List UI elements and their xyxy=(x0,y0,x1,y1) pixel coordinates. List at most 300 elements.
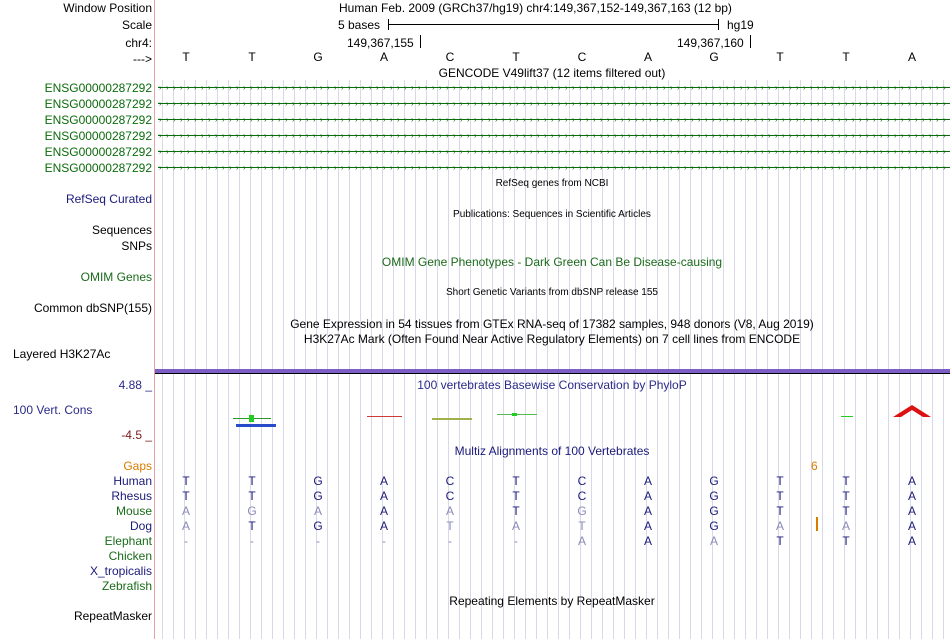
strand-chevron: › xyxy=(747,115,750,124)
strand-chevron: › xyxy=(817,83,820,92)
dbsnp-title[interactable]: Short Genetic Variants from dbSNP release 155 xyxy=(446,287,658,298)
strand-chevron: › xyxy=(180,99,183,108)
strand-chevron: › xyxy=(411,99,414,108)
strand-chevron: › xyxy=(488,131,491,140)
strand-chevron: › xyxy=(194,83,197,92)
strand-chevron: › xyxy=(705,115,708,124)
strand-chevron: › xyxy=(243,131,246,140)
strand-chevron: › xyxy=(537,147,540,156)
strand-chevron: › xyxy=(404,147,407,156)
strand-chevron: › xyxy=(264,115,267,124)
aligned-base: T xyxy=(776,474,784,488)
strand-chevron: › xyxy=(166,131,169,140)
strand-chevron: › xyxy=(313,99,316,108)
strand-chevron: › xyxy=(607,99,610,108)
strand-chevron: › xyxy=(376,99,379,108)
strand-chevron: › xyxy=(684,99,687,108)
strand-chevron: › xyxy=(278,115,281,124)
strand-chevron: › xyxy=(558,115,561,124)
strand-chevron: › xyxy=(635,147,638,156)
strand-chevron: › xyxy=(467,83,470,92)
strand-chevron: › xyxy=(943,83,946,92)
strand-chevron: › xyxy=(845,83,848,92)
strand-chevron: › xyxy=(222,99,225,108)
strand-chevron: › xyxy=(264,99,267,108)
strand-chevron: › xyxy=(775,147,778,156)
strand-chevron: › xyxy=(271,115,274,124)
strand-chevron: › xyxy=(362,115,365,124)
strand-chevron: › xyxy=(705,147,708,156)
strand-chevron: › xyxy=(670,83,673,92)
gencode-feature-row[interactable] xyxy=(155,83,950,93)
strand-chevron: › xyxy=(292,131,295,140)
strand-chevron: › xyxy=(376,83,379,92)
strand-chevron: › xyxy=(439,147,442,156)
strand-chevron: › xyxy=(887,163,890,172)
strand-chevron: › xyxy=(250,131,253,140)
strand-chevron: › xyxy=(621,163,624,172)
strand-chevron: › xyxy=(250,99,253,108)
strand-chevron: › xyxy=(719,115,722,124)
strand-chevron: › xyxy=(887,115,890,124)
strand-chevron: › xyxy=(747,131,750,140)
strand-chevron: › xyxy=(831,131,834,140)
reference-base: T xyxy=(776,50,784,64)
strand-chevron: › xyxy=(292,147,295,156)
species-label: Elephant xyxy=(104,534,152,548)
strand-chevron: › xyxy=(306,147,309,156)
layered-h3k27ac-label[interactable]: Layered H3K27Ac xyxy=(13,347,111,361)
strand-chevron: › xyxy=(656,163,659,172)
strand-chevron: › xyxy=(761,115,764,124)
strand-chevron: › xyxy=(215,115,218,124)
strand-chevron: › xyxy=(901,131,904,140)
strand-chevron: › xyxy=(208,147,211,156)
strand-chevron: › xyxy=(180,131,183,140)
strand-chevron: › xyxy=(761,83,764,92)
strand-chevron: › xyxy=(285,115,288,124)
strand-chevron: › xyxy=(523,99,526,108)
cons-bar xyxy=(841,416,853,417)
strand-chevron: › xyxy=(376,131,379,140)
strand-chevron: › xyxy=(320,147,323,156)
species-label: Human xyxy=(113,474,152,488)
strand-chevron: › xyxy=(551,131,554,140)
strand-chevron: › xyxy=(586,163,589,172)
strand-chevron: › xyxy=(726,115,729,124)
strand-chevron: › xyxy=(677,115,680,124)
strand-chevron: › xyxy=(803,131,806,140)
strand-chevron: › xyxy=(474,99,477,108)
strand-chevron: › xyxy=(936,163,939,172)
strand-chevron: › xyxy=(614,131,617,140)
strand-chevron: › xyxy=(922,131,925,140)
strand-chevron: › xyxy=(299,115,302,124)
strand-chevron: › xyxy=(250,147,253,156)
strand-chevron: › xyxy=(915,131,918,140)
strand-chevron: › xyxy=(607,163,610,172)
strand-chevron: › xyxy=(894,131,897,140)
omim-title[interactable]: OMIM Gene Phenotypes - Dark Green Can Be Disease-causing xyxy=(381,255,723,269)
refseq-track-label[interactable]: RefSeq Curated xyxy=(65,192,152,206)
strand-chevron: › xyxy=(628,147,631,156)
strand-chevron: › xyxy=(866,99,869,108)
strand-chevron: › xyxy=(803,163,806,172)
strand-chevron: › xyxy=(481,147,484,156)
strand-chevron: › xyxy=(229,83,232,92)
strand-chevron: › xyxy=(726,83,729,92)
strand-chevron: › xyxy=(922,115,925,124)
strand-chevron: › xyxy=(173,131,176,140)
strand-chevron: › xyxy=(201,163,204,172)
strand-chevron: › xyxy=(411,115,414,124)
gap-insertion-marker xyxy=(816,517,818,531)
strand-chevron: › xyxy=(544,163,547,172)
aligned-base: - xyxy=(448,534,452,548)
strand-chevron: › xyxy=(446,147,449,156)
strand-chevron: › xyxy=(299,163,302,172)
cons-bottom-value: -4.5 _ xyxy=(121,428,152,442)
strand-chevron: › xyxy=(369,147,372,156)
omim-track-label[interactable]: OMIM Genes xyxy=(80,270,152,284)
strand-chevron: › xyxy=(215,131,218,140)
strand-chevron: › xyxy=(859,115,862,124)
strand-chevron: › xyxy=(264,83,267,92)
aligned-base: G xyxy=(709,489,719,503)
strand-chevron: › xyxy=(719,83,722,92)
strand-chevron: › xyxy=(810,115,813,124)
strand-chevron: › xyxy=(747,147,750,156)
strand-chevron: › xyxy=(271,99,274,108)
strand-chevron: › xyxy=(824,83,827,92)
strand-chevron: › xyxy=(908,163,911,172)
strand-chevron: › xyxy=(936,99,939,108)
gencode-gene-label[interactable]: ENSG00000287292 xyxy=(44,129,152,143)
strand-chevron: › xyxy=(257,99,260,108)
strand-chevron: › xyxy=(453,115,456,124)
aligned-base: T xyxy=(776,534,784,548)
strand-chevron: › xyxy=(936,131,939,140)
layered-h3k27ac-baseline xyxy=(155,373,950,374)
strand-chevron: › xyxy=(397,147,400,156)
strand-chevron: › xyxy=(922,99,925,108)
reference-base: A xyxy=(907,50,916,64)
strand-chevron: › xyxy=(320,131,323,140)
strand-chevron: › xyxy=(915,99,918,108)
strand-chevron: › xyxy=(824,99,827,108)
strand-chevron: › xyxy=(852,83,855,92)
strand-chevron: › xyxy=(537,83,540,92)
strand-chevron: › xyxy=(677,163,680,172)
strand-chevron: › xyxy=(418,147,421,156)
gencode-feature-row[interactable] xyxy=(155,163,950,173)
strand-chevron: › xyxy=(495,115,498,124)
aligned-base: T xyxy=(842,489,850,503)
strand-chevron: › xyxy=(915,163,918,172)
strand-chevron: › xyxy=(593,115,596,124)
dbsnp-track-label[interactable]: Common dbSNP(155) xyxy=(33,301,152,315)
strand-chevron: › xyxy=(341,99,344,108)
strand-chevron: › xyxy=(453,99,456,108)
gencode-feature-row[interactable] xyxy=(155,99,950,109)
gencode-gene-label[interactable]: ENSG00000287292 xyxy=(44,161,152,175)
gencode-gene-label[interactable]: ENSG00000287292 xyxy=(44,97,152,111)
strand-chevron: › xyxy=(404,131,407,140)
strand-chevron: › xyxy=(341,115,344,124)
refseq-title[interactable]: RefSeq genes from NCBI xyxy=(495,178,609,189)
cons-bar xyxy=(236,424,276,427)
aligned-base: G xyxy=(247,504,257,518)
aligned-base: A xyxy=(181,519,190,533)
gtex-title[interactable]: Gene Expression in 54 tissues from GTEx RNA-seq of 17382 samples, 948 donors (V8, Aug 2019) xyxy=(290,317,814,331)
aligned-base: C xyxy=(445,474,455,488)
strand-chevron: › xyxy=(768,83,771,92)
strand-chevron: › xyxy=(838,99,841,108)
strand-chevron: › xyxy=(579,83,582,92)
strand-chevron: › xyxy=(922,83,925,92)
strand-chevron: › xyxy=(810,131,813,140)
snps-track-label[interactable]: SNPs xyxy=(121,239,152,253)
strand-chevron: › xyxy=(831,83,834,92)
strand-chevron: › xyxy=(628,83,631,92)
strand-chevron: › xyxy=(649,147,652,156)
strand-chevron: › xyxy=(621,131,624,140)
strand-chevron: › xyxy=(649,163,652,172)
strand-chevron: › xyxy=(908,83,911,92)
cons-bar xyxy=(249,415,254,422)
strand-chevron: › xyxy=(915,83,918,92)
strand-chevron: › xyxy=(355,115,358,124)
strand-chevron: › xyxy=(481,131,484,140)
aligned-base: A xyxy=(445,504,454,518)
strand-chevron: › xyxy=(271,83,274,92)
scale-db-text: hg19 xyxy=(727,18,754,32)
genome-browser-image[interactable] xyxy=(155,0,950,639)
aligned-base: T xyxy=(578,519,586,533)
strand-chevron: › xyxy=(439,115,442,124)
strand-chevron: › xyxy=(845,99,848,108)
strand-chevron: › xyxy=(334,99,337,108)
strand-chevron: › xyxy=(341,147,344,156)
strand-chevron: › xyxy=(901,83,904,92)
strand-chevron: › xyxy=(397,163,400,172)
cons-title[interactable]: 100 vertebrates Basewise Conservation by PhyloP xyxy=(417,378,687,392)
aligned-base: G xyxy=(709,474,719,488)
aligned-base: T xyxy=(842,534,850,548)
strand-chevron: › xyxy=(719,99,722,108)
h3k27ac-title[interactable]: H3K27Ac Mark (Often Found Near Active Regulatory Elements) on 7 cell lines from ENCODE xyxy=(303,332,801,346)
strand-chevron: › xyxy=(572,115,575,124)
strand-chevron: › xyxy=(488,115,491,124)
cons-bar xyxy=(497,414,537,415)
reference-base: A xyxy=(643,50,652,64)
strand-chevron: › xyxy=(229,131,232,140)
strand-chevron: › xyxy=(670,115,673,124)
strand-chevron: › xyxy=(642,99,645,108)
strand-chevron: › xyxy=(292,83,295,92)
strand-chevron: › xyxy=(761,131,764,140)
strand-chevron: › xyxy=(733,83,736,92)
strand-chevron: › xyxy=(313,83,316,92)
strand-chevron: › xyxy=(432,83,435,92)
strand-chevron: › xyxy=(383,99,386,108)
strand-chevron: › xyxy=(320,83,323,92)
strand-chevron: › xyxy=(467,163,470,172)
strand-chevron: › xyxy=(579,147,582,156)
strand-chevron: › xyxy=(369,163,372,172)
strand-chevron: › xyxy=(530,131,533,140)
pubs-title[interactable]: Publications: Sequences in Scientific Articles xyxy=(453,209,651,220)
strand-chevron: › xyxy=(565,131,568,140)
strand-chevron: › xyxy=(628,163,631,172)
gencode-gene-label[interactable]: ENSG00000287292 xyxy=(44,145,152,159)
strand-chevron: › xyxy=(523,147,526,156)
strand-chevron: › xyxy=(530,83,533,92)
strand-chevron: › xyxy=(509,115,512,124)
strand-chevron: › xyxy=(299,99,302,108)
aligned-base: T xyxy=(842,504,850,518)
sequences-track-label[interactable]: Sequences xyxy=(91,223,152,237)
strand-chevron: › xyxy=(579,131,582,140)
strand-chevron: › xyxy=(264,131,267,140)
strand-chevron: › xyxy=(369,99,372,108)
strand-chevron: › xyxy=(593,163,596,172)
strand-chevron: › xyxy=(313,131,316,140)
strand-chevron: › xyxy=(208,163,211,172)
strand-chevron: › xyxy=(901,99,904,108)
strand-chevron: › xyxy=(789,147,792,156)
strand-chevron: › xyxy=(887,99,890,108)
gencode-gene-label[interactable]: ENSG00000287292 xyxy=(44,113,152,127)
strand-chevron: › xyxy=(166,163,169,172)
scale-bar xyxy=(388,24,718,25)
reference-base: T xyxy=(182,50,190,64)
strand-chevron: › xyxy=(369,131,372,140)
strand-chevron: › xyxy=(943,163,946,172)
strand-chevron: › xyxy=(803,99,806,108)
aligned-base: G xyxy=(577,504,587,518)
strand-chevron: › xyxy=(887,131,890,140)
strand-chevron: › xyxy=(243,83,246,92)
strand-chevron: › xyxy=(509,131,512,140)
strand-chevron: › xyxy=(558,83,561,92)
strand-chevron: › xyxy=(194,115,197,124)
strand-chevron: › xyxy=(649,99,652,108)
reference-base: G xyxy=(709,50,719,64)
strand-chevron: › xyxy=(432,131,435,140)
strand-chevron: › xyxy=(677,83,680,92)
gencode-title[interactable]: GENCODE V49lift37 (12 items filtered out) xyxy=(438,66,666,80)
strand-chevron: › xyxy=(278,163,281,172)
strand-chevron: › xyxy=(607,131,610,140)
gencode-feature-row[interactable] xyxy=(155,115,950,125)
strand-chevron: › xyxy=(649,83,652,92)
strand-chevron: › xyxy=(383,147,386,156)
strand-chevron: › xyxy=(348,147,351,156)
strand-chevron: › xyxy=(579,115,582,124)
strand-chevron: › xyxy=(866,115,869,124)
strand-chevron: › xyxy=(705,131,708,140)
strand-chevron: › xyxy=(642,83,645,92)
strand-chevron: › xyxy=(901,115,904,124)
multiz-title[interactable]: Multiz Alignments of 100 Vertebrates xyxy=(454,444,650,458)
gencode-feature-row[interactable] xyxy=(155,147,950,157)
strand-chevron: › xyxy=(789,131,792,140)
strand-chevron: › xyxy=(243,163,246,172)
cons-track-label[interactable]: 100 Vert. Cons xyxy=(13,403,93,417)
strand-chevron: › xyxy=(362,147,365,156)
strand-chevron: › xyxy=(474,163,477,172)
strand-chevron: › xyxy=(208,83,211,92)
strand-chevron: › xyxy=(796,99,799,108)
strand-chevron: › xyxy=(215,83,218,92)
strand-chevron: › xyxy=(775,163,778,172)
strand-chevron: › xyxy=(796,163,799,172)
strand-chevron: › xyxy=(348,115,351,124)
strand-chevron: › xyxy=(838,163,841,172)
strand-chevron: › xyxy=(642,163,645,172)
aligned-base: A xyxy=(511,519,520,533)
gencode-feature-row[interactable] xyxy=(155,131,950,141)
reference-base: T xyxy=(512,50,520,64)
strand-chevron: › xyxy=(327,163,330,172)
strand-chevron: › xyxy=(733,147,736,156)
aligned-base: T xyxy=(182,474,190,488)
strand-chevron: › xyxy=(222,163,225,172)
strand-chevron: › xyxy=(236,83,239,92)
repeatmasker-title[interactable]: Repeating Elements by RepeatMasker xyxy=(449,594,655,608)
strand-chevron: › xyxy=(663,115,666,124)
strand-chevron: › xyxy=(236,115,239,124)
strand-chevron: › xyxy=(383,163,386,172)
strand-chevron: › xyxy=(796,115,799,124)
strand-chevron: › xyxy=(488,83,491,92)
strand-chevron: › xyxy=(859,147,862,156)
strand-chevron: › xyxy=(313,115,316,124)
strand-chevron: › xyxy=(327,99,330,108)
strand-chevron: › xyxy=(677,99,680,108)
gencode-gene-label[interactable]: ENSG00000287292 xyxy=(44,81,152,95)
strand-chevron: › xyxy=(355,99,358,108)
strand-chevron: › xyxy=(712,115,715,124)
strand-chevron: › xyxy=(229,99,232,108)
strand-chevron: › xyxy=(880,115,883,124)
reference-base: C xyxy=(445,50,455,64)
strand-chevron: › xyxy=(446,99,449,108)
strand-chevron: › xyxy=(215,147,218,156)
strand-chevron: › xyxy=(698,147,701,156)
strand-chevron: › xyxy=(677,131,680,140)
repeatmasker-track-label[interactable]: RepeatMasker xyxy=(73,609,152,623)
strand-chevron: › xyxy=(747,99,750,108)
aligned-base: C xyxy=(577,489,587,503)
strand-chevron: › xyxy=(418,115,421,124)
strand-chevron: › xyxy=(712,83,715,92)
strand-chevron: › xyxy=(824,115,827,124)
strand-chevron: › xyxy=(257,147,260,156)
strand-chevron: › xyxy=(607,83,610,92)
strand-chevron: › xyxy=(250,163,253,172)
strand-chevron: › xyxy=(404,115,407,124)
strand-chevron: › xyxy=(754,83,757,92)
aligned-base: G xyxy=(313,474,323,488)
strand-chevron: › xyxy=(187,99,190,108)
strand-chevron: › xyxy=(894,163,897,172)
strand-chevron: › xyxy=(278,147,281,156)
strand-chevron: › xyxy=(789,83,792,92)
strand-chevron: › xyxy=(565,83,568,92)
strand-chevron: › xyxy=(894,115,897,124)
